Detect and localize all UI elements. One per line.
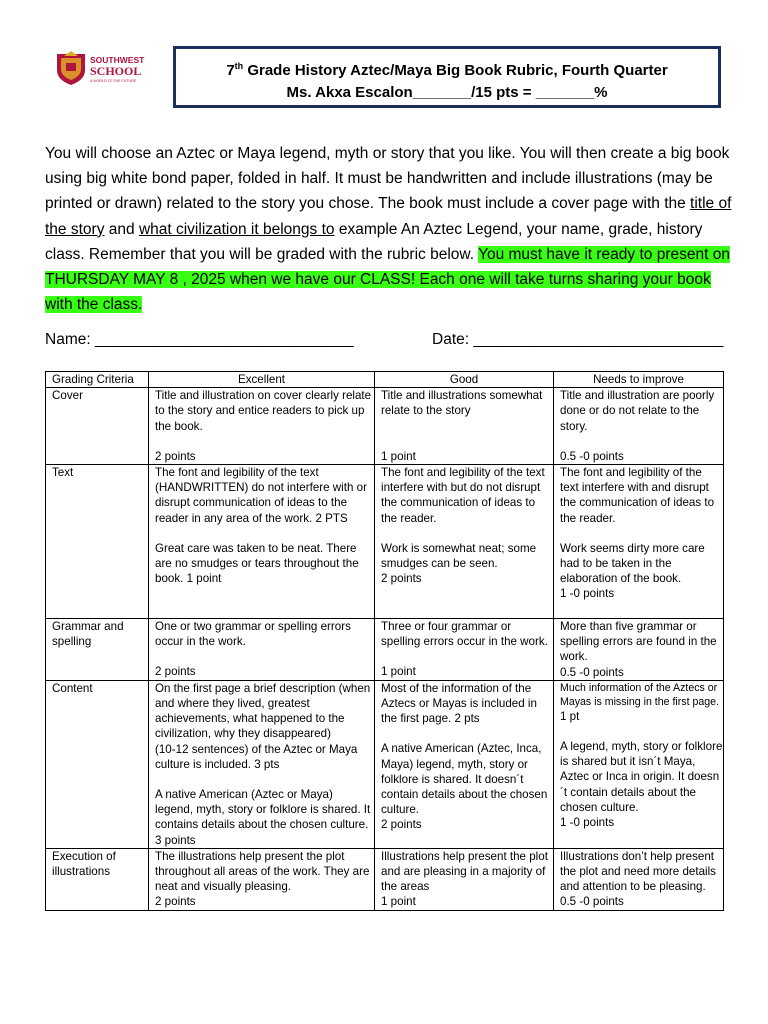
header-good: Good xyxy=(375,372,554,388)
criteria-cell: Execution of illustrations xyxy=(46,848,149,910)
score-line: Ms. Akxa Escalon_______/15 pts = _______% xyxy=(286,84,608,101)
needs-cell: Much information of the Aztecs or Mayas is missing in the first page. 1 pt A legend, myth, story or folklore is shared but it isn´t Maya, Aztec or Inca in origin. It doesn´t contain details about the chosen culture. 1 -0 points xyxy=(554,680,724,848)
needs-cell: Title and illustration are poorly done or do not relate to the story. 0.5 -0 points xyxy=(554,388,724,465)
name-field[interactable]: Name: ______________________________ xyxy=(45,331,354,348)
good-cell: Illustrations help present the plot and are pleasing in a majority of the areas 1 point xyxy=(375,848,554,910)
logo-name-2: SCHOOL xyxy=(90,64,142,78)
excellent-cell: The illustrations help present the plot throughout all areas of the work. They are neat and visually pleasing. 2 points xyxy=(149,848,375,910)
logo-name-1: SOUTHWEST xyxy=(90,55,145,65)
excellent-cell: The font and legibility of the text (HANDWRITTEN) do not interfere with or disrupt communication of ideas to the reader in any area of the work. 2 PTS Great care was taken to be neat. There are no smudges or tears throughout the book. 1 point xyxy=(149,465,375,619)
good-cell: The font and legibility of the text interfere with but do not disrupt the communication of ideas to the reader. Work is somewhat neat; some smudges can be seen. 2 points xyxy=(375,465,554,619)
underlined-title-phrase: title of the story xyxy=(45,195,732,238)
criteria-cell: Text xyxy=(46,465,149,619)
excellent-cell: On the first page a brief description (when and where they lived, greatest achievements, what happened to the civilization, why they disappeared) (10-12 sentences) of the Aztec or Maya culture is included. 3 pts A native American (Aztec or Maya) legend, myth, story or folklore is shared. It contains details about the chosen culture. 3 points xyxy=(149,680,375,848)
school-logo xyxy=(54,50,166,86)
table-row xyxy=(46,848,724,910)
needs-cell: The font and legibility of the text interfere with and disrupt the communication of ideas to the reader. Work seems dirty more care had to be taken in the elaboration of the book. 1 -0 points xyxy=(554,465,724,619)
crest-icon xyxy=(57,51,85,85)
good-cell: Three or four grammar or spelling errors occur in the work. 1 point xyxy=(375,619,554,681)
logo-tagline: A WORLD TO THE FUTURE xyxy=(90,79,137,83)
excellent-cell: Title and illustration on cover clearly relate to the story and entice readers to pick up the book. 2 points xyxy=(149,388,375,465)
table-row xyxy=(46,388,724,465)
criteria-cell: Content xyxy=(46,680,149,848)
table-row xyxy=(46,680,724,848)
header-excellent: Excellent xyxy=(149,372,375,388)
title-box xyxy=(173,46,721,108)
excellent-cell: One or two grammar or spelling errors occur in the work. 2 points xyxy=(149,619,375,681)
rubric-table xyxy=(45,371,724,911)
underlined-civilization-phrase: what civilization it belongs to xyxy=(138,220,335,238)
header-needs: Needs to improve xyxy=(554,372,724,388)
needs-cell: Illustrations don’t help present the plot and need more details and attention to be pleasing. 0.5 -0 points xyxy=(554,848,724,910)
table-row xyxy=(46,465,724,619)
criteria-cell: Grammar and spelling xyxy=(46,619,149,681)
table-row xyxy=(46,619,724,681)
good-cell: Most of the information of the Aztecs or Mayas is included in the first page. 2 pts A native American (Aztec, Inca, Maya) legend, myth, story or folklore is shared. It doesn´t contain details about the chosen culture. 2 points xyxy=(375,680,554,848)
criteria-cell: Cover xyxy=(46,388,149,465)
good-cell: Title and illustrations somewhat relate to the story 1 point xyxy=(375,388,554,465)
page-title: 7th Grade History Aztec/Maya Big Book Rubric, Fourth Quarter xyxy=(226,61,668,79)
table-header-row xyxy=(46,372,724,388)
deadline-highlight: You must have it ready to present on THURSDAY MAY 8 , 2025 when we have our CLASS! Each one will take turns sharing your book with the class. xyxy=(45,245,730,314)
date-field[interactable]: Date: _____________________________ xyxy=(432,331,724,348)
needs-cell: More than five grammar or spelling errors are found in the work. 0.5 -0 points xyxy=(554,619,724,681)
header-criteria: Grading Criteria xyxy=(46,372,149,388)
instructions-paragraph: You will choose an Aztec or Maya legend, myth or story that you like. You will then create a big book using big white bond paper, folded in half. It must be handwritten and include illustrations (may be printed or drawn) related to the story you chose. The book must include a cover page with the title of the story and what civilization it belongs to example An Aztec Legend, your name, grade, history class. Remember that you will be graded with the rubric below. You must have it ready to present on THURSDAY MAY 8 , 2025 when we have our CLASS! Each one will take turns sharing your book with the class. xyxy=(45,145,732,314)
